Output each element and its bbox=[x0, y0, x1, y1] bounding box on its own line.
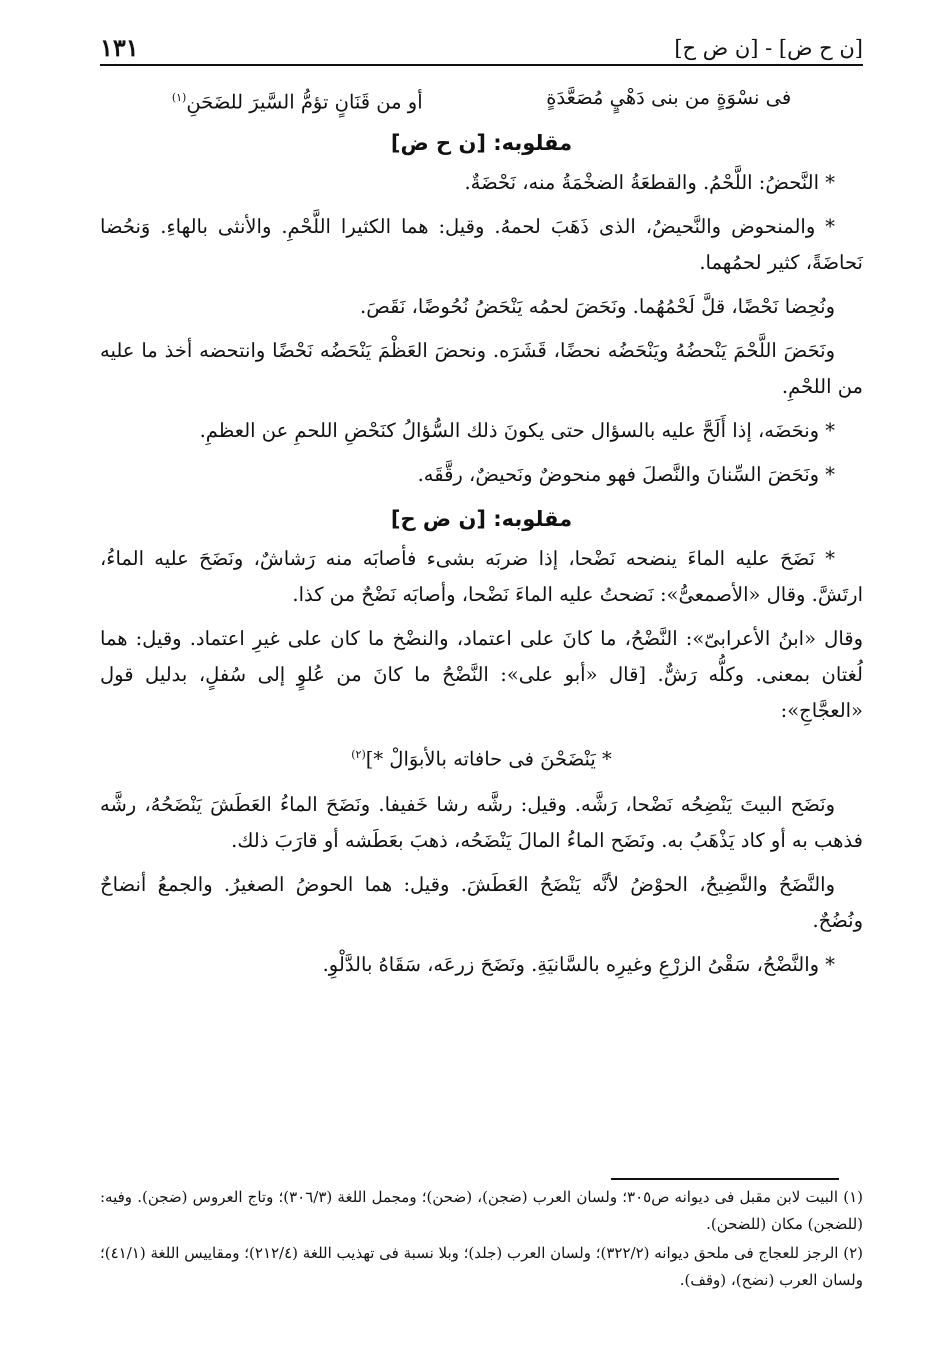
footnote-2: (٢) الرجز للعجاج فى ملحق ديوانه (٣٢٢/٢)؛ ولسان العرب (جلد)؛ وبلا نسبة فى تهذيب اللغة (٢١٢/٤)؛ ومقاييس اللغة (٤١/١)؛ ولسان العرب (نضح)، (وقف). bbox=[100, 1244, 863, 1289]
footnote-ref-1[interactable]: (١) bbox=[171, 91, 187, 104]
paragraph: * نَضَحَ عليه الماءَ ينضحه نَضْحا، إذا ضربَه بشىء فأصابَه منه رَشاشٌ، ونَضَحَ عليه الماءُ، ارتَشَّ. وقال «الأصمعىُّ»: نَضحتُ عليه الماءَ نَضْحا، وأصابَه نَضْحٌ من كذا. bbox=[100, 546, 863, 606]
page-number: ١٣١ bbox=[100, 33, 139, 62]
paragraph: وقال «ابنُ الأعرابىّ»: النَّضْحُ، ما كانَ على اعتماد، والنضْخ ما كان على غيرِ اعتماد. وقيل: هما لُغتان بمعنى. وكلُّه رَشٌّ. [قال «أبو على»: النَّضْحُ ما كانَ من عُلوٍ إلى سُفلٍ، بدليل قول «العجَّاجِ»: bbox=[100, 626, 863, 722]
footnote-1: (١) البيت لابن مقبل فى ديوانه ص٣٠٥؛ ولسان العرب (ضجن)، (ضحن)؛ ومجمل اللغة (٣٠٦/٣)؛ وتاج العروس (ضجن). وفيه: (للضجن) مكان (للضحن). bbox=[100, 1188, 863, 1233]
verse-hemistich-right: فى نسْوَةٍ من بنى دَهْيٍ مُصَعَّدَةٍ bbox=[546, 86, 792, 109]
section-heading-ndh: مقلوبه: [ن ض ح] bbox=[390, 506, 573, 531]
paragraph: والنَّضَحُ والنَّضِيحُ، الحوْضُ لأنَّه يَنْضَحُ العَطَشَ. وقيل: هما الحوضُ الصغيرُ. والجمعُ أنضاحٌ ونُضُحٌ. bbox=[100, 873, 863, 932]
verse-hemistich-left: أو من قَنَانٍ تؤمُّ السَّيرَ للضَحَنِ$^{(١)}$ bbox=[171, 90, 423, 114]
footnote-ref-2[interactable]: (٢) bbox=[351, 747, 366, 761]
paragraph: * ونَحَضَ السِّنانَ والنَّصلَ فهو منحوضٌ ونَحيضٌ، رقَّقَه. bbox=[417, 462, 835, 486]
paragraph: * والنَّضْحُ، سَقْىُ الزرْعِ وغيرِه بالسَّانيَةِ. ونَضَحَ زرعَه، سَقَاهُ بالدَّلْوِ. bbox=[322, 953, 835, 976]
page-header bbox=[100, 28, 863, 66]
paragraph: * والمنحوض والنَّحيضُ، الذى ذَهَبَ لحمهُ. وقيل: هما الكثيرا اللَّحْمِ. والأنثى بالهاءِ. وَنحُضا نَحاضَةً، كثير لحمُهما. bbox=[100, 214, 863, 274]
main-text bbox=[100, 80, 863, 991]
paragraph: ونَضَح البيتَ يَنْضِحُه نَضْحا، رَشَّه. وقيل: رشَّه رشا خَفيفا. ونَضَحَ الماءُ العَطَشَ يَنْضَحُهُ، رشَّه فذهب به أو كاد يَذْهَبُ به. ونَضَح الماءُ المالَ يَنْضَحُه، ذهبَ بعَطَشه أو قارَبَ ذلك. bbox=[100, 793, 863, 852]
paragraph: * النَّحضُ: اللَّحْمُ. والقطعَةُ الضخْمَةُ منه، نَحْضَةٌ. bbox=[464, 170, 835, 194]
rajaz-verse bbox=[100, 737, 863, 778]
footnotes bbox=[100, 1184, 863, 1296]
section-heading-nhd: مقلوبه: [ن ح ض] bbox=[390, 130, 573, 155]
paragraph: ونَحَضَ اللَّحْمَ يَنْحضُهُ ويَنْحَضُه نحضًا، قَشَرَه. ونحضَ العَظْمَ يَنْحَضُه نَحْضًا وانتحضه أخذ ما عليه من اللحْمِ. bbox=[100, 338, 863, 398]
poetry-verse bbox=[110, 80, 853, 121]
rajaz-text: * يَنْضَحْنَ فى حافاته بالأبوَالْ *] bbox=[365, 747, 612, 770]
paragraph: ونُحِضا نَحْضًا، قلَّ لَحْمُهُما. ونَحَضَ لحمُه يَنْحَضُ نُحُوضًا، نَقَصَ. bbox=[360, 294, 835, 318]
footnote-divider bbox=[611, 1178, 839, 1180]
paragraph: * ونحَضَه، إذا أَلَحَّ عليه بالسؤال حتى يكونَ ذلك السُّؤالُ كنَحْضِ اللحمِ عن العظمِ. bbox=[199, 418, 835, 442]
running-head: [ن ح ض] - [ن ض ح] bbox=[674, 36, 863, 60]
